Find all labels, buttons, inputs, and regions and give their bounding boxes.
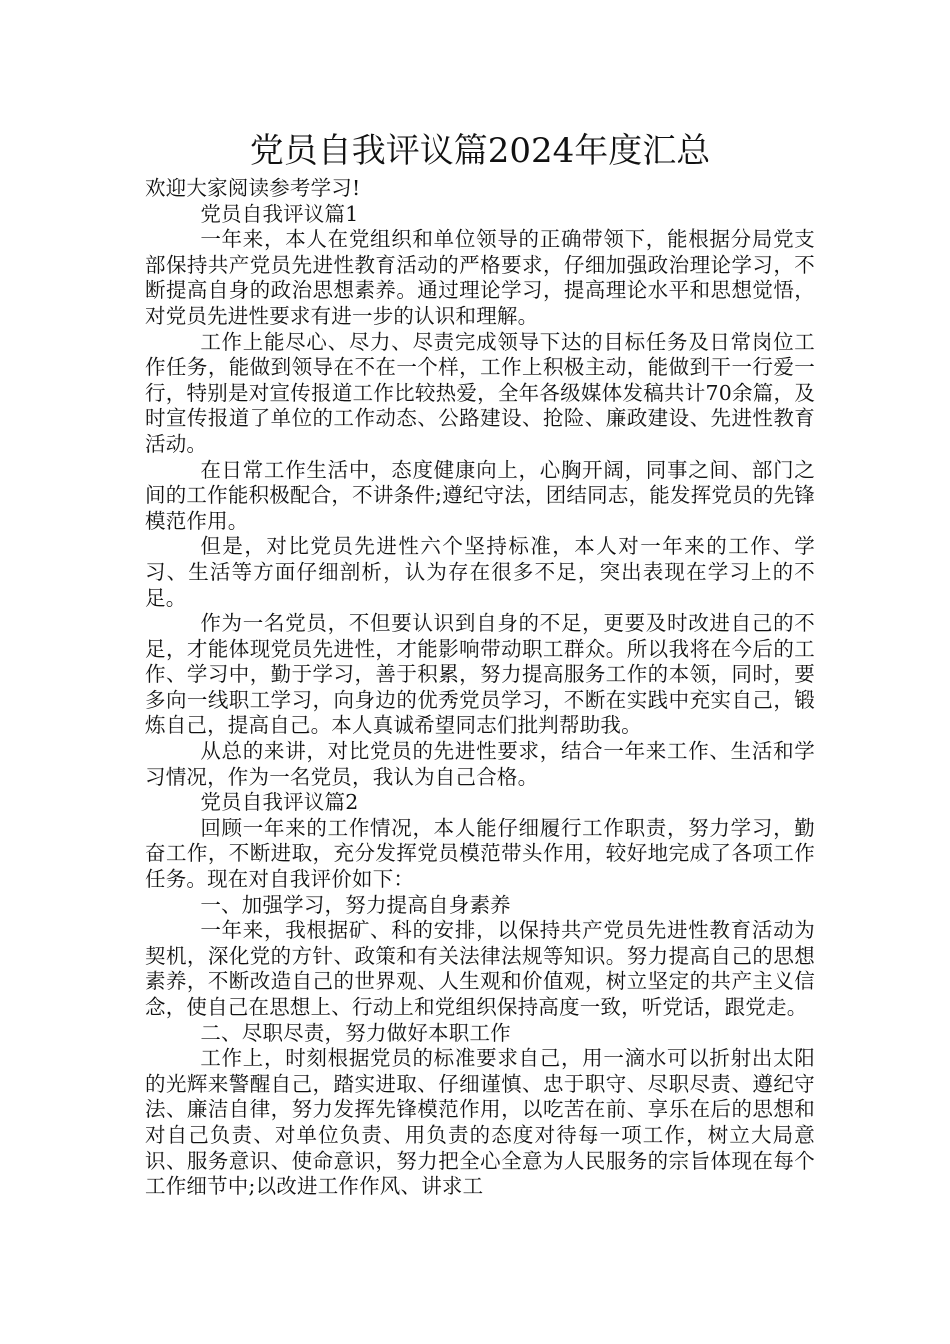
document-title: 党员自我评议篇2024年度汇总 <box>249 131 711 171</box>
paragraph: 工作上，时刻根据党员的标准要求自己，用一滴水可以折射出太阳的光辉来警醒自己，踏实进取、仔细谨慎、忠于职守、尽职尽责、遵纪守法、廉洁自律，努力发挥先锋模范作用，以吃苦在前、享乐在后的思想和对自己负责、对单位负责、用负责的态度对待每一项工作，树立大局意识、服务意识、使命意识，努力把全心全意为人民服务的宗旨体现在每个工作细节中;以改进工作作风、讲求工 <box>145 1046 815 1199</box>
paragraph: 在日常工作生活中，态度健康向上，心胸开阔，同事之间、部门之间的工作能积极配合，不讲条件;遵纪守法，团结同志，能发挥党员的先锋模范作用。 <box>145 457 815 533</box>
paragraph: 二、尽职尽责，努力做好本职工作 <box>200 1020 511 1045</box>
paragraph: 一年来，本人在党组织和单位领导的正确带领下，能根据分局党支部保持共产党员先进性教育活动的严格要求，仔细加强政治理论学习，不断提高自身的政治思想素养。通过理论学习，提高理论水平和思想觉悟，对党员先进性要求有进一步的认识和理解。 <box>145 227 815 328</box>
document-body <box>145 176 815 1200</box>
paragraph: 作为一名党员，不但要认识到自身的不足，更要及时改进自己的不足，才能体现党员先进性，才能影响带动职工群众。所以我将在今后的工作、学习中，勤于学习，善于积累，努力提高服务工作的本领，同时，要多向一线职工学习，向身边的优秀党员学习，不断在实践中充实自己，锻炼自己，提高自己。本人真诚希望同志们批判帮助我。 <box>145 611 815 738</box>
paragraph: 工作上能尽心、尽力、尽责完成领导下达的目标任务及日常岗位工作任务，能做到领导在不在一个样，工作上积极主动，能做到干一行爱一行，特别是对宣传报道工作比较热爱，全年各级媒体发稿共计70余篇，及时宣传报道了单位的工作动态、公路建设、抢险、廉政建设、先进性教育活动。 <box>145 329 815 456</box>
paragraph: 从总的来讲，对比党员的先进性要求，结合一年来工作、生活和学习情况，作为一名党员，我认为自己合格。 <box>145 739 815 789</box>
paragraph: 党员自我评议篇2 <box>200 790 359 815</box>
paragraph: 但是，对比党员先进性六个坚持标准，本人对一年来的工作、学习、生活等方面仔细剖析，认为存在很多不足，突出表现在学习上的不足。 <box>145 534 815 610</box>
paragraph: 一、加强学习，努力提高自身素养 <box>200 892 511 917</box>
paragraph: 一年来，我根据矿、科的安排，以保持共产党员先进性教育活动为契机，深化党的方针、政策和有关法律法规等知识。努力提高自己的思想素养，不断改造自己的世界观、人生观和价值观，树立坚定的共产主义信念，使自己在思想上、行动上和党组织保持高度一致，听党话，跟党走。 <box>145 918 815 1019</box>
paragraph: 回顾一年来的工作情况，本人能仔细履行工作职责，努力学习，勤奋工作，不断进取，充分发挥党员模范带头作用，较好地完成了各项工作任务。现在对自我评价如下： <box>145 815 815 892</box>
document-page <box>145 128 815 1200</box>
paragraph: 欢迎大家阅读参考学习! <box>145 176 361 200</box>
paragraph: 党员自我评议篇1 <box>200 201 359 226</box>
